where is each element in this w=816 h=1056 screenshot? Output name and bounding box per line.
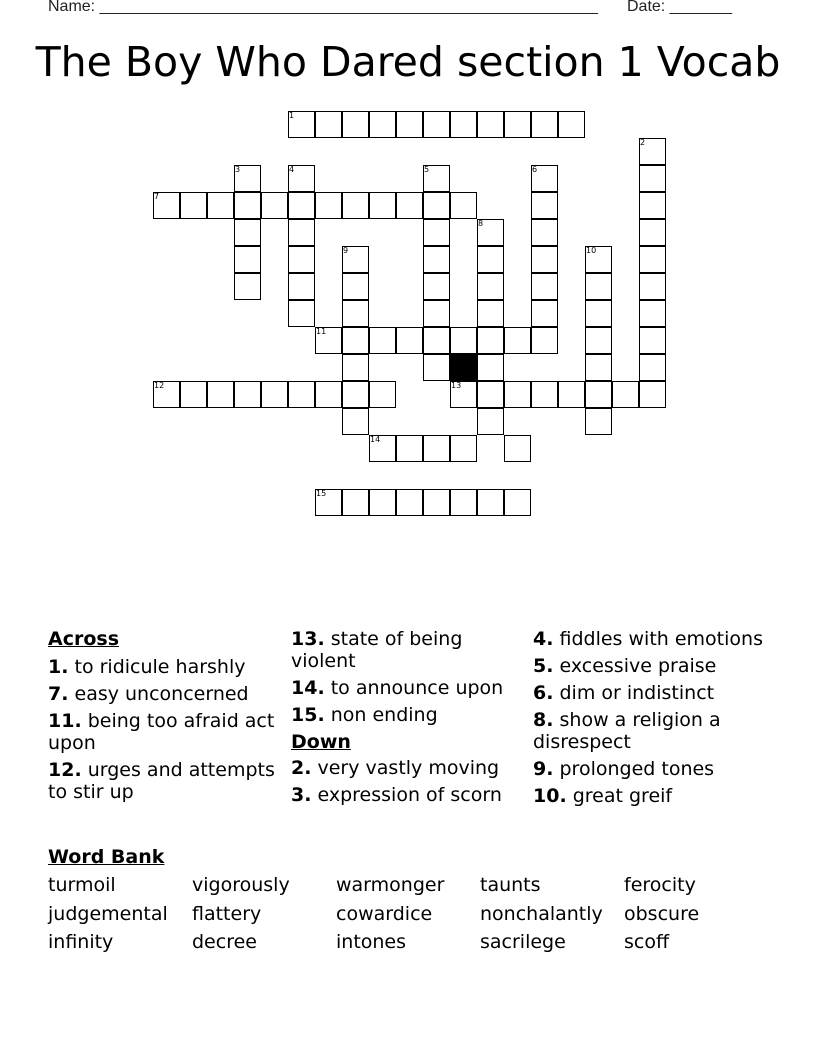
word-bank-word: intones <box>336 931 407 953</box>
grid-cell[interactable] <box>477 354 504 381</box>
clues-column-3 <box>533 628 768 812</box>
grid-cell[interactable] <box>423 192 450 219</box>
grid-cell[interactable] <box>423 354 450 381</box>
name-field-label: Name: ________________________________________________________ <box>48 0 598 15</box>
clues-column-1 <box>48 628 278 808</box>
word-bank-word: turmoil <box>48 874 116 896</box>
grid-cell[interactable] <box>342 111 369 138</box>
clue-number: 13 <box>451 381 462 390</box>
clue-number: 3 <box>235 165 241 174</box>
grid-cell[interactable] <box>342 381 369 408</box>
clue-number: 15 <box>316 489 327 498</box>
grid-cell[interactable] <box>423 489 450 516</box>
word-bank-heading: Word Bank <box>48 846 165 868</box>
clue-number: 4 <box>289 165 295 174</box>
grid-cell[interactable] <box>288 381 315 408</box>
grid-cell[interactable] <box>315 192 342 219</box>
grid-cell[interactable] <box>585 273 612 300</box>
grid-cell[interactable] <box>477 300 504 327</box>
grid-cell[interactable] <box>639 273 666 300</box>
grid-cell[interactable] <box>288 219 315 246</box>
word-bank-word: obscure <box>624 903 700 925</box>
grid-cell[interactable] <box>423 435 450 462</box>
grid-cell[interactable] <box>342 354 369 381</box>
grid-cell[interactable] <box>504 435 531 462</box>
grid-cell[interactable] <box>450 192 477 219</box>
across-clue-12: 12. urges and attempts to stir up <box>48 759 275 803</box>
word-bank-word: ferocity <box>624 874 696 896</box>
grid-cell[interactable] <box>504 327 531 354</box>
grid-cell[interactable] <box>639 219 666 246</box>
grid-cell[interactable] <box>369 111 396 138</box>
grid-cell[interactable] <box>396 192 423 219</box>
grid-cell[interactable] <box>423 219 450 246</box>
grid-cell[interactable] <box>207 381 234 408</box>
across-clue-13: 13. state of being violent <box>291 628 463 672</box>
grid-cell[interactable] <box>531 381 558 408</box>
grid-cell[interactable] <box>396 435 423 462</box>
word-bank-word: flattery <box>192 903 262 925</box>
grid-cell[interactable] <box>504 111 531 138</box>
grid-cell[interactable] <box>531 111 558 138</box>
down-clue-2: 2. very vastly moving <box>291 757 500 779</box>
clues-column-2 <box>291 628 516 811</box>
grid-cell[interactable] <box>531 192 558 219</box>
grid-cell[interactable] <box>585 381 612 408</box>
clue-number: 11 <box>316 327 327 336</box>
grid-cell[interactable] <box>234 219 261 246</box>
word-bank-word: decree <box>192 931 257 953</box>
grid-cell[interactable] <box>531 327 558 354</box>
word-bank-word: infinity <box>48 931 114 953</box>
grid-cell[interactable] <box>234 381 261 408</box>
grid-cell[interactable] <box>450 489 477 516</box>
down-clue-9: 9. prolonged tones <box>533 758 715 780</box>
down-clue-5: 5. excessive praise <box>533 655 717 677</box>
grid-cell[interactable] <box>288 192 315 219</box>
grid-cell-black <box>450 354 477 381</box>
grid-cell[interactable] <box>477 111 504 138</box>
grid-cell[interactable] <box>180 381 207 408</box>
grid-cell[interactable] <box>315 381 342 408</box>
grid-cell[interactable] <box>315 111 342 138</box>
grid-cell[interactable] <box>585 300 612 327</box>
grid-cell[interactable] <box>234 192 261 219</box>
word-bank-word: warmonger <box>336 874 445 896</box>
across-clue-11: 11. being too afraid act upon <box>48 710 275 754</box>
across-clue-15: 15. non ending <box>291 704 438 726</box>
clue-number: 10 <box>586 246 597 255</box>
grid-cell[interactable] <box>261 192 288 219</box>
grid-cell[interactable] <box>369 381 396 408</box>
grid-cell[interactable] <box>369 489 396 516</box>
grid-cell[interactable] <box>450 111 477 138</box>
grid-cell[interactable] <box>261 381 288 408</box>
clue-number: 9 <box>343 246 349 255</box>
word-bank-word: taunts <box>480 874 541 896</box>
word-bank-word: cowardice <box>336 903 433 925</box>
grid-cell[interactable] <box>504 381 531 408</box>
word-bank-word: vigorously <box>192 874 290 896</box>
grid-cell[interactable] <box>585 408 612 435</box>
grid-cell[interactable] <box>477 408 504 435</box>
grid-cell[interactable] <box>639 327 666 354</box>
across-heading: Across <box>48 628 120 650</box>
grid-cell[interactable] <box>477 273 504 300</box>
grid-cell[interactable] <box>612 381 639 408</box>
grid-cell[interactable] <box>423 300 450 327</box>
word-bank-word: sacrilege <box>480 931 566 953</box>
grid-cell[interactable] <box>396 489 423 516</box>
word-bank-word: scoff <box>624 931 670 953</box>
grid-cell[interactable] <box>531 300 558 327</box>
grid-cell[interactable] <box>342 192 369 219</box>
grid-cell[interactable] <box>477 246 504 273</box>
grid-cell[interactable] <box>639 300 666 327</box>
grid-cell[interactable] <box>396 327 423 354</box>
grid-cell[interactable] <box>477 381 504 408</box>
clue-number: 12 <box>154 381 165 390</box>
word-bank-word: nonchalantly <box>480 903 603 925</box>
grid-cell[interactable] <box>504 489 531 516</box>
grid-cell[interactable] <box>450 435 477 462</box>
grid-cell[interactable] <box>423 246 450 273</box>
grid-cell[interactable] <box>288 273 315 300</box>
across-clue-14: 14. to announce upon <box>291 677 504 699</box>
clue-number: 14 <box>370 435 381 444</box>
down-clue-4: 4. fiddles with emotions <box>533 628 763 650</box>
word-bank-word: judgemental <box>48 903 168 925</box>
page-title: The Boy Who Dared section 1 Vocab <box>35 38 781 86</box>
down-heading: Down <box>291 731 351 753</box>
grid-cell[interactable] <box>639 354 666 381</box>
grid-cell[interactable] <box>423 273 450 300</box>
down-clue-3: 3. expression of scorn <box>291 784 502 806</box>
grid-cell[interactable] <box>369 192 396 219</box>
grid-cell[interactable] <box>477 327 504 354</box>
grid-cell[interactable] <box>585 327 612 354</box>
grid-cell[interactable] <box>288 300 315 327</box>
down-clue-8: 8. show a religion a disrespect <box>533 709 721 753</box>
grid-cell[interactable] <box>423 111 450 138</box>
grid-cell[interactable] <box>450 327 477 354</box>
grid-cell[interactable] <box>234 273 261 300</box>
grid-cell[interactable] <box>342 300 369 327</box>
grid-cell[interactable] <box>180 192 207 219</box>
grid-cell[interactable] <box>396 111 423 138</box>
grid-cell[interactable] <box>342 408 369 435</box>
clue-number: 2 <box>640 138 646 147</box>
grid-cell[interactable] <box>342 327 369 354</box>
grid-cell[interactable] <box>234 246 261 273</box>
across-clue-7: 7. easy unconcerned <box>48 683 249 705</box>
date-field-label: Date: _______ <box>627 0 732 15</box>
clue-number: 1 <box>289 111 295 120</box>
grid-cell[interactable] <box>531 273 558 300</box>
grid-cell[interactable] <box>639 381 666 408</box>
grid-cell[interactable] <box>558 111 585 138</box>
grid-cell[interactable] <box>423 327 450 354</box>
clue-number: 5 <box>424 165 430 174</box>
down-clue-6: 6. dim or indistinct <box>533 682 715 704</box>
grid-cell[interactable] <box>369 327 396 354</box>
clue-number: 7 <box>154 192 160 201</box>
down-clue-10: 10. great greif <box>533 785 673 807</box>
grid-cell[interactable] <box>558 381 585 408</box>
grid-cell[interactable] <box>585 354 612 381</box>
clue-number: 6 <box>532 165 538 174</box>
grid-cell[interactable] <box>342 273 369 300</box>
grid-cell[interactable] <box>288 246 315 273</box>
clue-number: 8 <box>478 219 484 228</box>
across-clue-1: 1. to ridicule harshly <box>48 656 246 678</box>
grid-cell[interactable] <box>639 192 666 219</box>
grid-cell[interactable] <box>342 489 369 516</box>
grid-cell[interactable] <box>477 489 504 516</box>
grid-cell[interactable] <box>531 246 558 273</box>
grid-cell[interactable] <box>639 165 666 192</box>
grid-cell[interactable] <box>531 219 558 246</box>
grid-cell[interactable] <box>207 192 234 219</box>
grid-cell[interactable] <box>639 246 666 273</box>
